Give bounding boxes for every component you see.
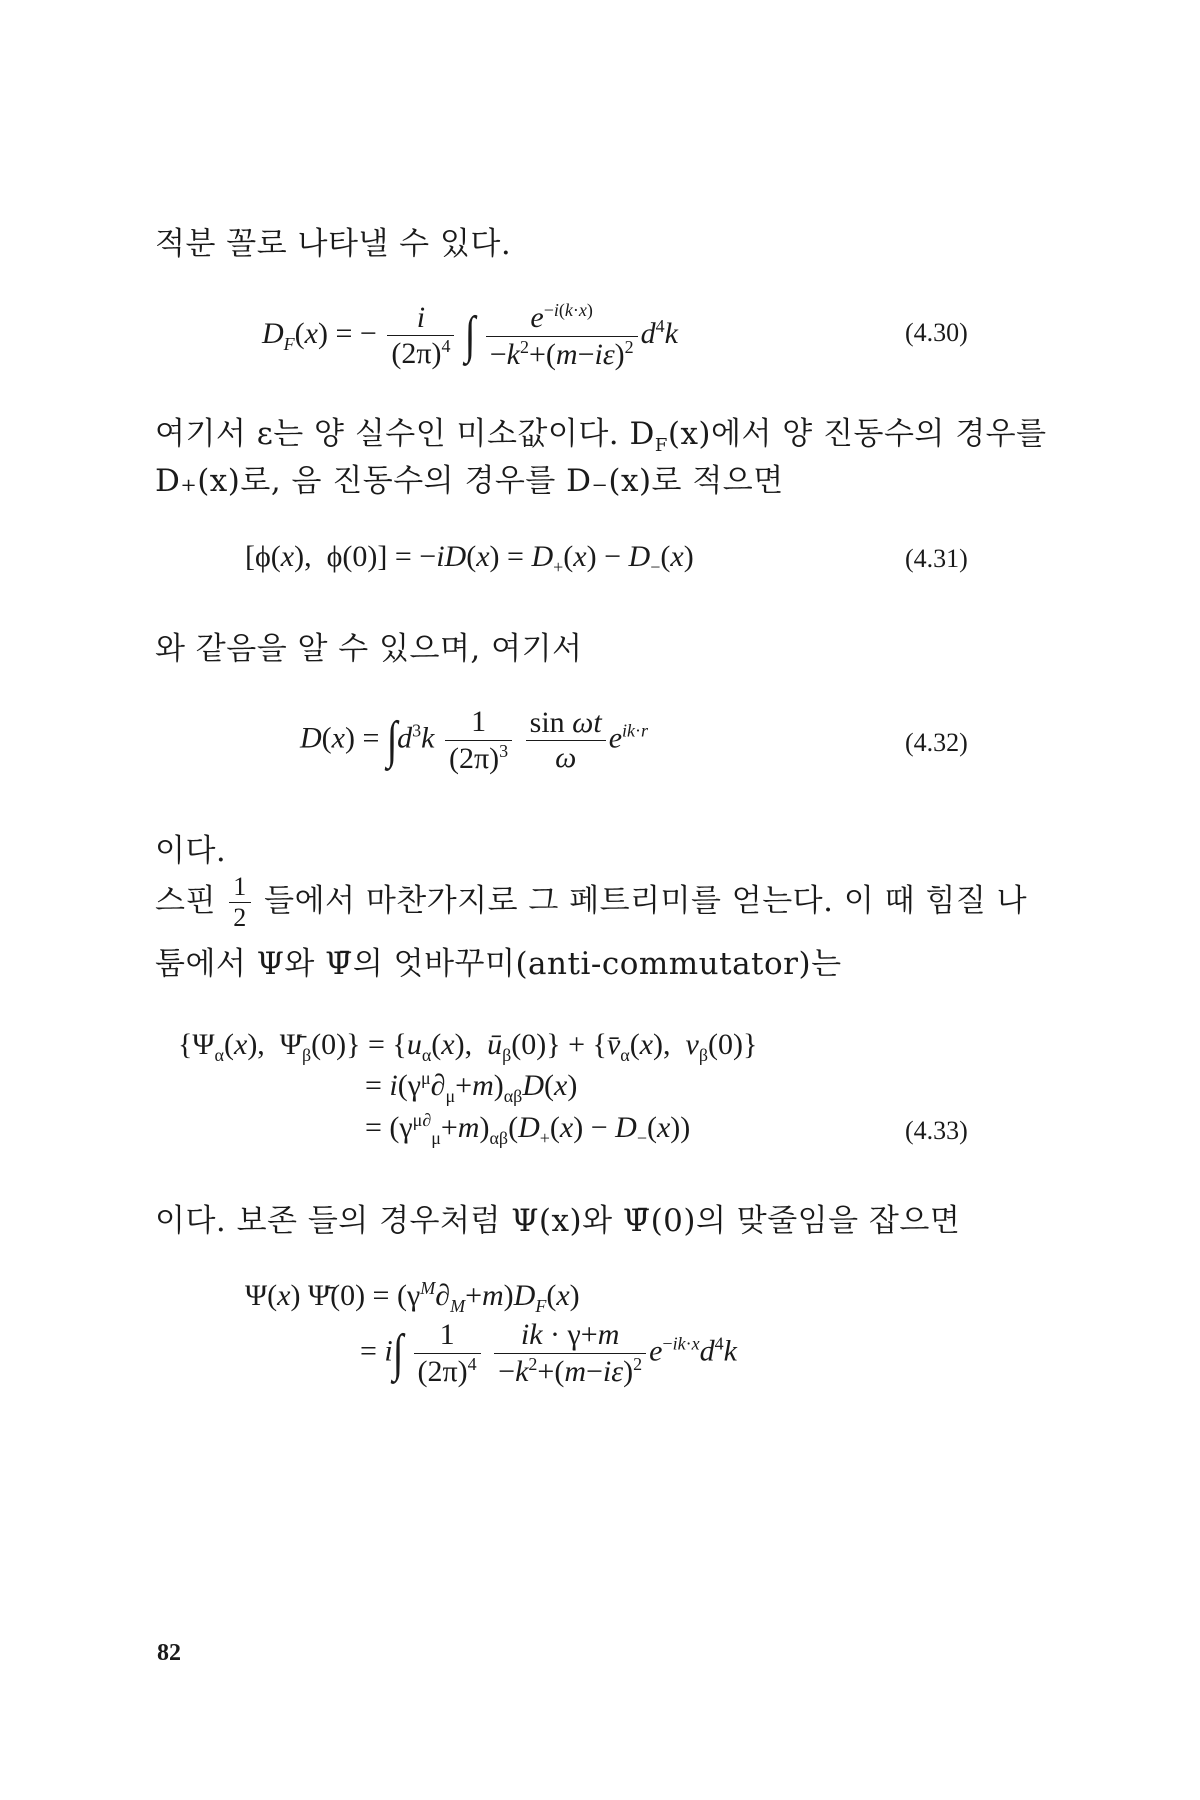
equation-number-4-30: (4.30) (905, 318, 968, 347)
text-line-4: 이다. (155, 833, 227, 869)
equation-4-31: [ϕ(x), $\phi(0)] = -iD(x) = D_+(x) - D_-(x)$ (245, 540, 694, 577)
text-line-2a: 여기서 ε는 양 실수인 미소값이다. $D_F(x)$에서 양 진동수의 경우를 (155, 416, 1047, 457)
equation-number-4-31: (4.31) (905, 544, 968, 573)
equation-4-33-line-3: = $(\gamma^{\mu\partial}_\mu+m)_{\alpha\beta}(D_+(x) - D_-(x))$ (365, 1110, 691, 1148)
text-line-1: 적분 꼴로 나타낼 수 있다. (155, 226, 512, 262)
text-line-7: 이다. 보존 들의 경우처럼 Ψ(x)와 Ψ̄(0)의 맞줄임을 잡으면 (155, 1203, 961, 1239)
equation-4-30: $D_F(x)$ = − $\frac{i}{(2\pi)^4}$ ∫ $\frac{e^{-i(k\cdot x)}}{-k^2+(m-i\varepsilon)^2}$ $d^4k$ (262, 300, 678, 371)
equation-4-33-line-2: = $i(\gamma^\mu\partial_\mu+m)_{\alpha\beta}D(x)$ (365, 1068, 578, 1106)
equation-propagator-line-1: Ψ(x) Ψ̄(0) = $(\gamma^M\partial_M+m)D_F(x)$ (245, 1278, 580, 1316)
equation-4-32: $D(x) = \int d^3k$ $\frac{1}{(2\pi)^3}$ $\frac{\text{sin ωt}}{\omega}$ $e^{ik\cdot r}$ (300, 705, 649, 775)
equation-propagator-line-2: = i∫ $\frac{1}{(2\pi)^4}$ $\frac{ik \cdot \gamma+m}{-k^2+(m-i\varepsilon)^2}$ $e^{-ik\cdot x}d^4k$ (360, 1318, 737, 1388)
equation-4-33-line-1: {$\Psi_\alpha(x)$, $\Psī_\beta(0)\} = \{u_\alpha(x)$, $ū_\beta(0)$} + {$v̄_\alpha(x)$, $v_\beta(0)$} (178, 1028, 758, 1065)
text-line-5: 스핀 $\frac{1}{2}$ 들에서 마찬가지로 그 페트리미를 얻는다. 이 때 힘질 나 (155, 872, 1028, 932)
equation-number-4-33: (4.33) (905, 1116, 968, 1145)
text-line-2b: D₊(x)로, 음 진동수의 경우를 D₋(x)로 적으면 (155, 463, 784, 499)
equation-number-4-32: (4.32) (905, 728, 968, 757)
text-line-6: 툼에서 Ψ와 Ψ̄의 엇바꾸미(anti-commutator)는 (155, 946, 842, 982)
text-line-3: 와 같음을 알 수 있으며, 여기서 (155, 631, 583, 667)
page-number: 82 (157, 1640, 181, 1666)
